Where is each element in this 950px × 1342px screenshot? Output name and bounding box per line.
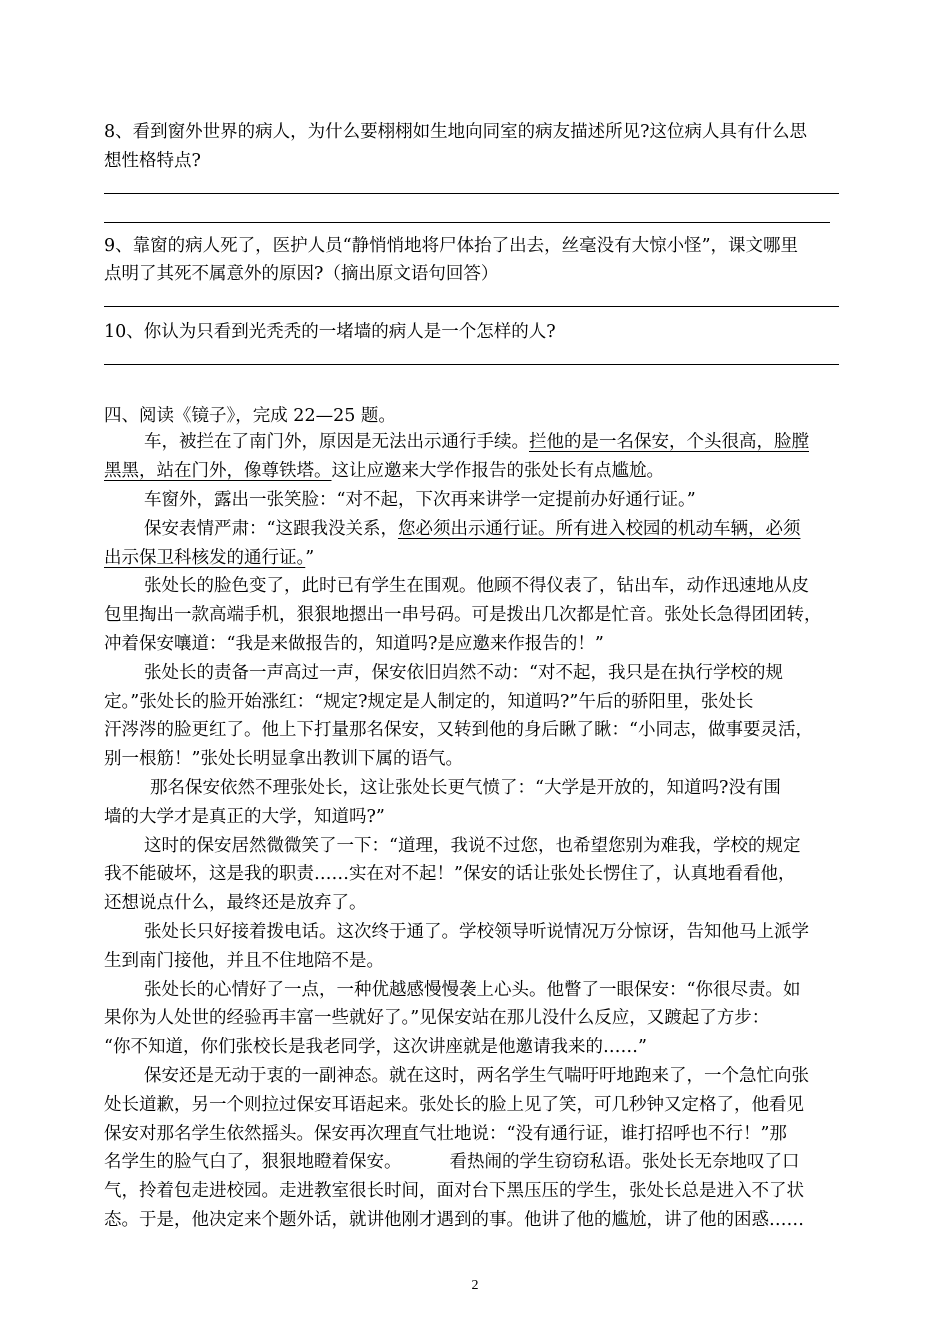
passage-line: 包里掏出一款高端手机，狠狠地摁出一串号码。可是拨出几次都是忙音。张处长急得团团转， xyxy=(104,605,822,625)
passage-line: 张处长的责备一声高过一声，保安依旧岿然不动：“对不起，我只是在执行学校的规 xyxy=(144,663,783,683)
passage-line: 我不能破坏，这是我的职责……实在对不起！”保安的话让张处长愣住了，认真地看看他， xyxy=(104,864,796,884)
passage-line: 处长道歉，另一个则拉过保安耳语起来。张处长的脸上见了笑，可几秒钟又定格了，他看见 xyxy=(104,1095,804,1115)
passage-line: 气，拎着包走进校园。走进教室很长时间，面对台下黑压压的学生，张处长总是进入不了状 xyxy=(104,1181,804,1201)
passage-line: 还想说点什么，最终还是放弃了。 xyxy=(104,893,367,913)
passage-text: 车，被拦在了南门外，原因是无法出示通行手续。 xyxy=(144,432,529,452)
answer-line xyxy=(104,222,830,223)
passage-text: 看热闹的学生窃窃私语。张处长无奈地叹了口 xyxy=(449,1152,800,1172)
underlined-text: 拦他的是一名保安，个头很高，脸膛 xyxy=(529,432,809,452)
question-9-line-1: 9、靠窗的病人死了，医护人员“静悄悄地将尸体抬了出去，丝毫没有大惊小怪”，课文哪里 xyxy=(104,236,799,256)
passage-line: 保安还是无动于衷的一副神态。就在这时，两名学生气喘吁吁地跑来了，一个急忙向张 xyxy=(144,1066,809,1086)
passage-text: 名学生的脸气白了，狠狠地瞪着保安。 xyxy=(104,1152,402,1172)
passage-line xyxy=(104,1151,864,1173)
passage-line: 生到南门接他，并且不住地陪不是。 xyxy=(104,951,384,971)
question-9-line-2: 点明了其死不属意外的原因?（摘出原文语句回答） xyxy=(104,264,499,284)
question-10: 10、你认为只看到光秃秃的一堵墙的病人是一个怎样的人? xyxy=(104,322,556,342)
passage-line: 定。”张处长的脸开始涨红：“规定?规定是人制定的，知道吗?”午后的骄阳里，张处长 xyxy=(104,692,754,712)
page-number: 2 xyxy=(471,1278,479,1293)
answer-line xyxy=(104,193,839,194)
passage-line: 墙的大学才是真正的大学，知道吗?” xyxy=(104,807,385,827)
passage-line xyxy=(104,460,864,482)
passage-line: 态。于是，他决定来个题外话，就讲他刚才遇到的事。他讲了他的尴尬，讲了他的困惑…… xyxy=(104,1210,804,1230)
passage-text: 保安表情严肃：“这跟我没关系， xyxy=(144,519,398,539)
underlined-text: 出示保卫科核发的通行证。 xyxy=(104,548,306,568)
passage-line: 果你为人处世的经验再丰富一些就好了。”见保安站在那儿没什么反应，又踱起了方步： xyxy=(104,1008,770,1028)
passage-line: 张处长的心情好了一点，一种优越感慢慢袭上心头。他瞥了一眼保安：“你很尽责。如 xyxy=(144,980,801,1000)
passage-line: 汗涔涔的脸更红了。他上下打量那名保安，又转到他的身后瞅了瞅：“小同志，做事要灵活， xyxy=(104,720,813,740)
passage-line xyxy=(144,518,904,540)
passage-line: 张处长只好接着拨电话。这次终于通了。学校领导听说情况万分惊讶，告知他马上派学 xyxy=(144,922,809,942)
passage-line: 保安对那名学生依然摇头。保安再次理直气壮地说：“没有通行证，谁打招呼也不行！”那 xyxy=(104,1124,787,1144)
question-8-line-1: 8、看到窗外世界的病人，为什么要栩栩如生地向同室的病友描述所见?这位病人具有什么思 xyxy=(104,122,808,142)
underlined-text: 您必须出示通行证。所有进入校园的机动车辆，必须 xyxy=(397,519,801,539)
answer-line xyxy=(104,306,839,307)
underlined-text: 黑黑，站在门外，像尊铁塔。 xyxy=(104,461,332,481)
passage-line: 这时的保安居然微微笑了一下：“道理，我说不过您，也希望您别为难我，学校的规定 xyxy=(144,836,801,856)
answer-line xyxy=(104,364,839,365)
passage-line xyxy=(144,431,904,453)
passage-text: ” xyxy=(305,548,315,568)
passage-line: 那名保安依然不理张处长，这让张处长更气愤了：“大学是开放的，知道吗?没有围 xyxy=(150,778,781,798)
passage-line: 车窗外，露出一张笑脸：“对不起，下次再来讲学一定提前办好通行证。” xyxy=(144,490,696,510)
passage-line: “你不知道，你们张校长是我老同学，这次讲座就是他邀请我来的……” xyxy=(104,1037,647,1057)
question-8-line-2: 想性格特点? xyxy=(104,151,201,171)
passage-line xyxy=(104,547,864,569)
passage-line: 冲着保安嚷道：“我是来做报告的，知道吗?是应邀来作报告的！” xyxy=(104,634,604,654)
passage-text: 这让应邀来大学作报告的张处长有点尴尬。 xyxy=(331,461,664,481)
passage-line: 张处长的脸色变了，此时已有学生在围观。他顾不得仪表了，钻出车，动作迅速地从皮 xyxy=(144,576,809,596)
passage-line: 别一根筋！”张处长明显拿出教训下属的语气。 xyxy=(104,749,463,769)
section-heading: 四、阅读《镜子》，完成 22—25 题。 xyxy=(104,406,396,426)
